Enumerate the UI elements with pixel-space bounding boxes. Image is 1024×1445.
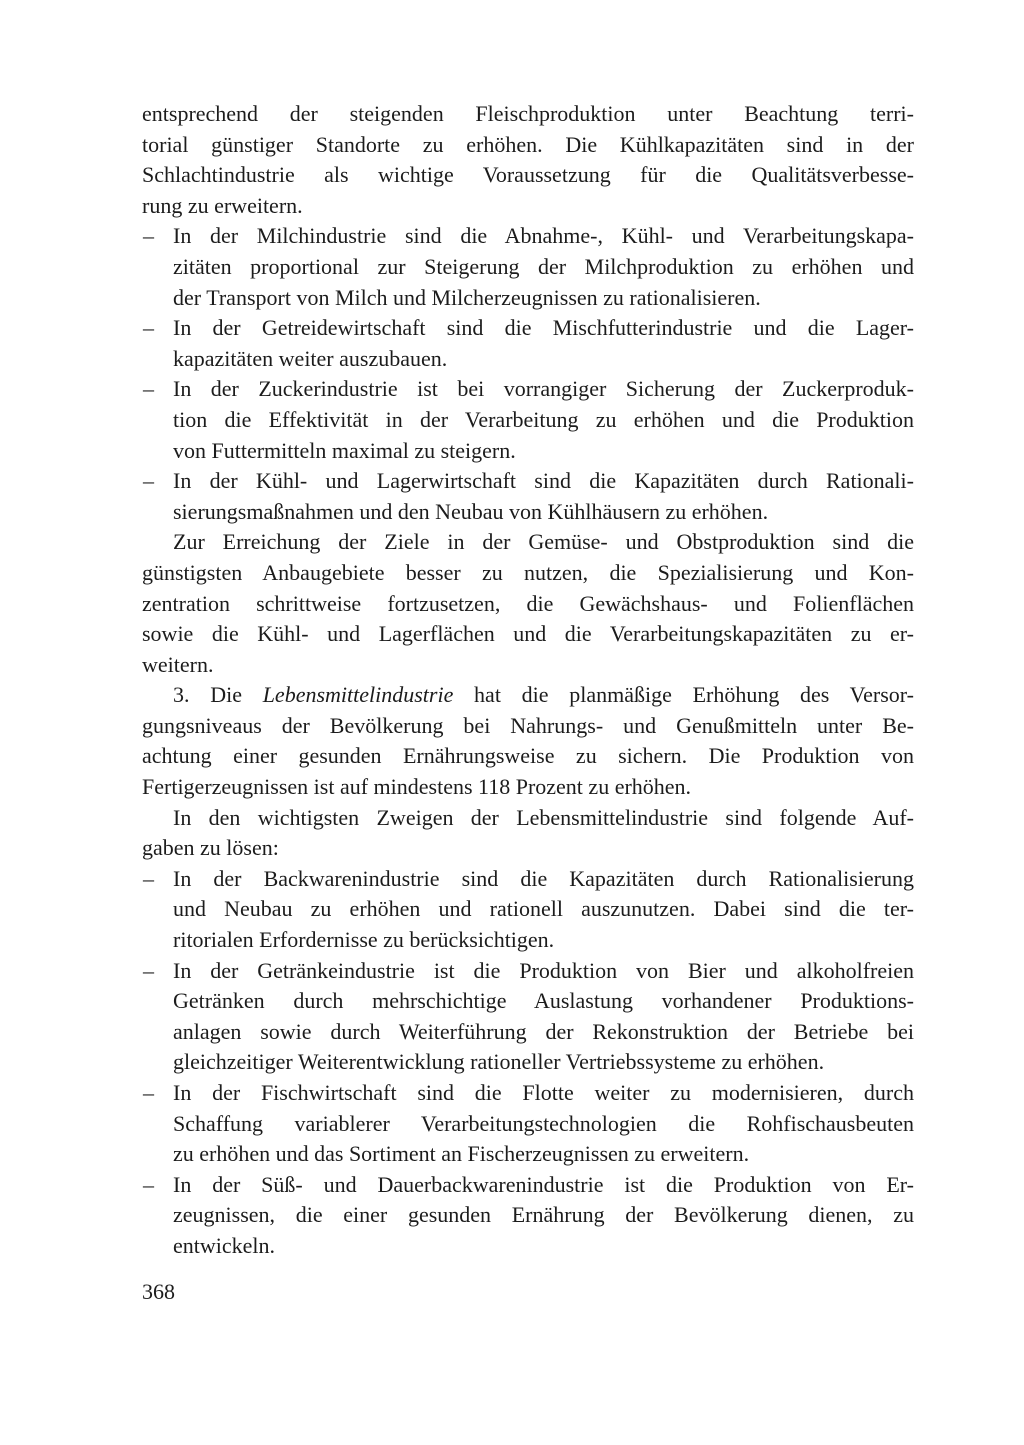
- text-line: achtung einer gesunden Ernährungsweise zu sichern. Die Produktion von: [142, 743, 914, 769]
- paragraph: [142, 803, 914, 864]
- text-line: Zur Erreichung der Ziele in der Gemüse- und Obstproduktion sind die: [173, 529, 914, 555]
- emphasized-term: Lebensmittelindustrie: [262, 682, 454, 708]
- text-line: gungsniveaus der Bevölkerung bei Nahrungs- und Genußmitteln unter Be-: [142, 712, 914, 738]
- bullet-dash: –: [143, 1171, 154, 1197]
- text-line: In den wichtigsten Zweigen der Lebensmittelindustrie sind folgende Auf-: [173, 804, 914, 830]
- bullet-dash: –: [143, 376, 154, 402]
- paragraph: [142, 680, 914, 802]
- text-line: – In der Zuckerindustrie ist bei vorrangiger Sicherung der Zuckerproduk-: [142, 374, 914, 405]
- bullet-item: [142, 466, 914, 527]
- paragraph: [142, 99, 914, 221]
- text-line: zentration schrittweise fortzusetzen, die Gewächshaus- und Folienflächen: [142, 590, 914, 616]
- text-line: günstigsten Anbaugebiete besser zu nutzen, die Spezialisierung und Kon-: [142, 559, 914, 585]
- text-line: von Futtermitteln maximal zu steigern.: [173, 437, 516, 463]
- text-line: kapazitäten weiter auszubauen.: [173, 345, 448, 371]
- text-line: zu erhöhen und das Sortiment an Fischerzeugnissen zu erweitern.: [173, 1141, 750, 1167]
- section-number: 3. Die: [173, 682, 263, 708]
- text-line: tion die Effektivität in der Verarbeitung zu erhöhen und die Produktion: [173, 406, 914, 432]
- bullet-item: [142, 1170, 914, 1262]
- text-line: – In der Getränkeindustrie ist die Produktion von Bier und alkoholfreien: [142, 956, 914, 987]
- text-line: torial günstiger Standorte zu erhöhen. Die Kühlkapazitäten sind in der: [142, 131, 914, 157]
- page-number: 368: [142, 1279, 175, 1304]
- text-line: gleichzeitiger Weiterentwicklung rationeller Vertriebssysteme zu erhöhen.: [173, 1049, 825, 1075]
- text-line: rung zu erweitern.: [142, 192, 303, 218]
- text-line: – In der Kühl- und Lagerwirtschaft sind die Kapazitäten durch Rationali-: [142, 466, 914, 497]
- bullet-item: [142, 956, 914, 1078]
- body-text: [142, 99, 914, 1262]
- bullet-item: [142, 221, 914, 313]
- text-line: – In der Süß- und Dauerbackwarenindustrie ist die Produktion von Er-: [142, 1170, 914, 1201]
- bullet-item: [142, 864, 914, 956]
- text-line: sowie die Kühl- und Lagerflächen und die Verarbeitungskapazitäten zu er-: [142, 621, 914, 647]
- bullet-dash: –: [143, 865, 154, 891]
- text-line: der Transport von Milch und Milcherzeugnissen zu rationalisieren.: [173, 284, 761, 310]
- bullet-dash: –: [143, 957, 154, 983]
- text-line: Getränken durch mehrschichtige Auslastung vorhandener Produktions-: [173, 988, 914, 1014]
- text-line: gaben zu lösen:: [142, 835, 279, 861]
- text-line: ritorialen Erfordernisse zu berücksichtigen.: [173, 927, 555, 953]
- text-line: entsprechend der steigenden Fleischproduktion unter Beachtung terri-: [142, 101, 914, 126]
- bullet-dash: –: [143, 468, 154, 494]
- text-line: – In der Getreidewirtschaft sind die Mischfutterindustrie und die Lager-: [142, 313, 914, 344]
- text-line: [142, 680, 914, 711]
- text-line: und Neubau zu erhöhen und rationell auszunutzen. Dabei sind die ter-: [173, 896, 914, 922]
- text-line: – In der Backwarenindustrie sind die Kapazitäten durch Rationalisierung: [142, 864, 914, 895]
- bullet-item: [142, 374, 914, 466]
- paragraph: [142, 527, 914, 680]
- text-line: sierungsmaßnahmen und den Neubau von Kühlhäusern zu erhöhen.: [173, 498, 769, 524]
- text-line: Schlachtindustrie als wichtige Voraussetzung für die Qualitätsverbesse-: [142, 162, 914, 188]
- text-line: – In der Milchindustrie sind die Abnahme-, Kühl- und Verarbeitungskapa-: [142, 221, 914, 252]
- text-line: anlagen sowie durch Weiterführung der Rekonstruktion der Betriebe bei: [173, 1018, 914, 1044]
- text-line: – In der Fischwirtschaft sind die Flotte weiter zu modernisieren, durch: [142, 1078, 914, 1109]
- bullet-item: [142, 1078, 914, 1170]
- text-line: Fertigerzeugnissen ist auf mindestens 118 Prozent zu erhöhen.: [142, 774, 692, 800]
- bullet-dash: –: [143, 223, 154, 249]
- bullet-item: [142, 313, 914, 374]
- text-line: Schaffung variablerer Verarbeitungstechnologien die Rohfischausbeuten: [173, 1110, 914, 1136]
- bullet-dash: –: [143, 315, 154, 341]
- text-fragment: hat die planmäßige Erhöhung des Versor-: [453, 682, 914, 708]
- bullet-dash: –: [143, 1080, 154, 1105]
- text-line: entwickeln.: [173, 1232, 276, 1258]
- text-line: zitäten proportional zur Steigerung der Milchproduktion zu erhöhen und: [173, 253, 914, 279]
- text-line: zeugnissen, die einer gesunden Ernährung der Bevölkerung dienen, zu: [173, 1202, 914, 1228]
- text-line: weitern.: [142, 651, 214, 677]
